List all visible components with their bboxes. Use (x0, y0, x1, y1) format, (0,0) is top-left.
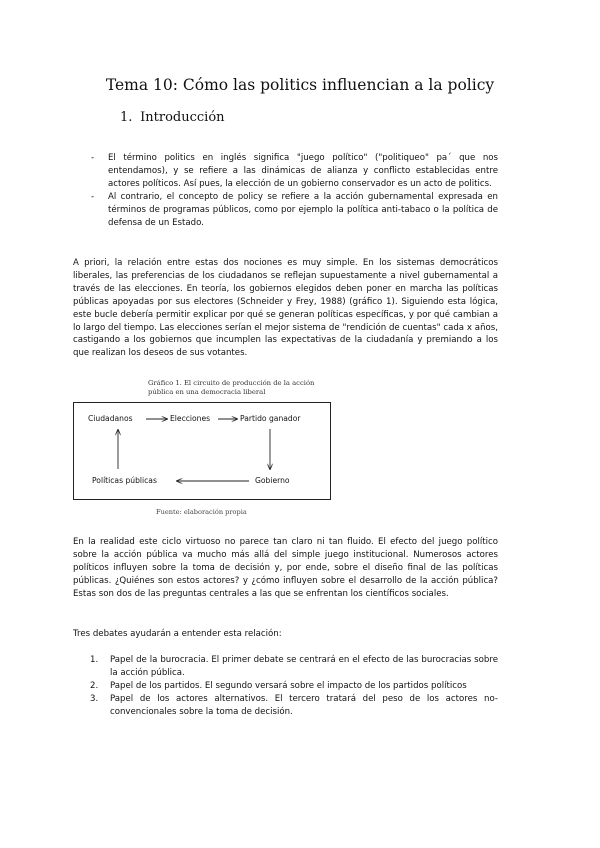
node-government: Gobierno (255, 476, 290, 485)
debate-number: 1. (90, 655, 99, 665)
node-citizens: Ciudadanos (88, 414, 133, 423)
debate-number: 3. (90, 693, 99, 704)
debate-item-alternative-actors (88, 693, 498, 719)
bullet-item-politics (88, 152, 498, 191)
debate-text: Papel de los partidos. El segundo versará sobre el impacto de los partidos políticos (110, 680, 467, 691)
figure-source: Fuente: elaboración propia (156, 508, 247, 516)
debate-text: Papel de los actores alternativos. El tercero tratará del peso de los actores no-convencionales sobre la toma de decisión. (110, 693, 498, 717)
debate-item-parties (88, 680, 498, 693)
policy-cycle-diagram (73, 402, 331, 500)
document-title: Tema 10: Cómo las politics influencian a la policy (105, 76, 495, 94)
bullet-text: Al contrario, el concepto de policy se refiere a la acción gubernamental expresada en términos de programas públicos, como por ejemplo la política anti-tabaco o la política de defensa de un Estado. (108, 191, 498, 228)
bullet-text: El término politics en inglés significa "juego político" ("politiqueo" pa´ que nos entendamos), y se refiere a las dinámicas de alianza y conflicto establecidas entre actores políticos. Así pues, la elección de un gobierno conservador es un acto de politics. (108, 153, 498, 189)
debate-item-bureaucracy (88, 654, 498, 680)
definition-bullets (88, 152, 498, 229)
section-heading (120, 110, 225, 125)
debate-text: Papel de la burocracia. El primer debate se centrará en el efecto de las burocracias sobre la acción pública. (110, 655, 498, 678)
node-elections: Elecciones (170, 414, 211, 423)
bullet-item-policy (88, 191, 498, 230)
debate-number: 2. (90, 680, 99, 691)
paragraph-debates-intro: Tres debates ayudarán a entender esta relación: (73, 629, 282, 639)
paragraph-reality: En la realidad este ciclo virtuoso no parece tan claro ni tan fluido. El efecto del juego político sobre la acción pública va mucho más allá del simple juego institucional. Numerosos actores políticos influyen sobre la toma de decisión y, por ende, sobre el diseño final de las políticas públicas. ¿Quiénes son estos actores? y ¿cómo influyen sobre el desarrollo de la acción pública? Estas son dos de las preguntas centrales a las que se enfrentan los científicos sociales. (73, 537, 498, 599)
node-public-policies: Políticas públicas (92, 476, 157, 485)
bullet-marker: - (91, 191, 95, 202)
debates-list (88, 654, 498, 719)
paragraph-a-priori: A priori, la relación entre estas dos nociones es muy simple. En los sistemas democráticos liberales, las preferencias de los ciudadanos se reflejan supuestamente a nivel gubernamental a través de las elecciones. En teoría, los gobiernos elegidos deben poner en marcha las políticas públicas apoyadas por sus electores (Schneider y Frey, 1988) (gráfico 1). Siguiendo esta lógica, este bucle debería permitir explicar por qué se generan políticas específicas, y por qué cambian a lo largo del tiempo. Las elecciones serían el mejor sistema de "rendición de cuentas" cada x años, castigando a los gobiernos que incumplen las expectativas de la ciudadanía y premiando a los que realizan los deseos de sus votantes. (73, 258, 498, 359)
figure-caption: Gráfico 1. El circuito de producción de la acción pública en una democracia liberal (148, 379, 315, 396)
node-winning-party: Partido ganador (240, 414, 301, 423)
section-number: 1. (120, 110, 133, 125)
bullet-marker: - (91, 153, 95, 163)
section-heading-text: Introducción (140, 110, 225, 125)
